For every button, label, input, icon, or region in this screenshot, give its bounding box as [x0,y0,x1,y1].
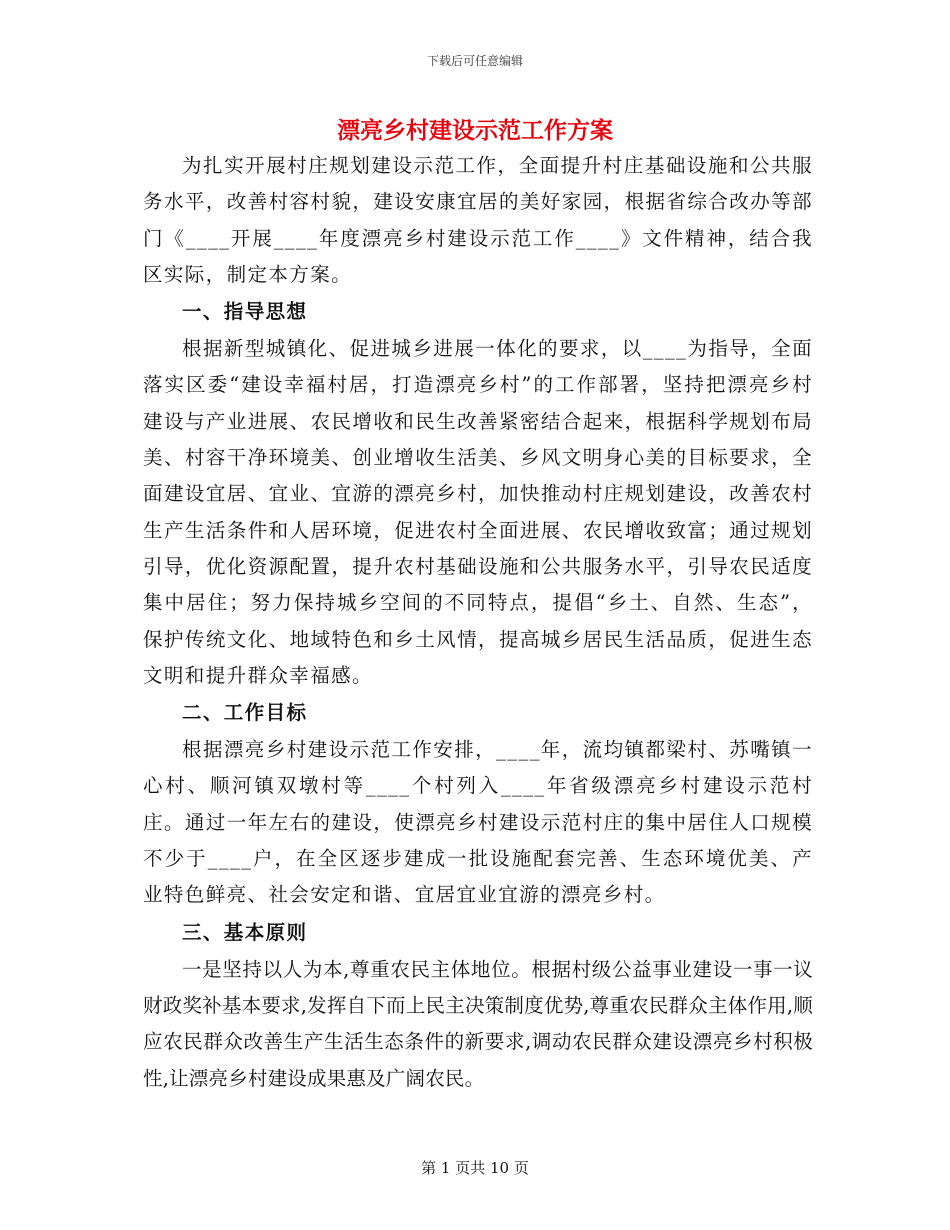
section-paragraph-guiding-ideology: 根据新型城镇化、促进城乡进展一体化的要求，以____为指导，全面落实区委“建设幸福村居，打造漂亮乡村”的工作部署，坚持把漂亮乡村建设与产业进展、农民增收和民生改善紧密结合起来，根据科学规划布局美、村容干净环境美、创业增收生活美、乡风文明身心美的目标要求，全面建设宜居、宜业、宜游的漂亮乡村，加快推动村庄规划建设，改善农村生产生活条件和人居环境，促进农村全面进展、农民增收致富；通过规划引导，优化资源配置，提升农村基础设施和公共服务水平，引导农民适度集中居住；努力保持城乡空间的不同特点，提倡“乡土、自然、生态”，保护传统文化、地域特色和乡土风情，提高城乡居民生活品质，促进生态文明和提升群众幸福感。 [143,337,813,687]
header-note: 下载后可任意编辑 [426,54,523,68]
page-number: 第 1 页共 10 页 [421,1159,529,1177]
section-heading-basic-principles: 三、基本原则 [182,920,308,944]
section-paragraph-basic-principles: 一是坚持以人为本,尊重农民主体地位。根据村级公益事业建设一事一议财政奖补基本要求,发挥自下而上民主决策制度优势,尊重农民群众主体作用,顺应农民群众改善生产生活生态条件的新要求,调动农民群众建设漂亮乡村积极性,让漂亮乡村建设成果惠及广阔农民。 [143,957,813,1090]
intro-paragraph: 为扎实开展村庄规划建设示范工作，全面提升村庄基础设施和公共服务水平，改善村容村貌，建设安康宜居的美好家园，根据省综合改办等部门《____开展____年度漂亮乡村建设示范工作____》文件精神，结合我区实际，制定本方案。 [143,154,813,286]
document-title: 漂亮乡村建设示范工作方案 [337,117,613,144]
section-paragraph-work-goals: 根据漂亮乡村建设示范工作安排，____年，流均镇都梁村、苏嘴镇一心村、顺河镇双墩村等____个村列入____年省级漂亮乡村建设示范村庄。通过一年左右的建设，使漂亮乡村建设示范村庄的集中居住人口规模不少于____户，在全区逐步建成一批设施配套完善、生态环境优美、产业特色鲜亮、社会安定和谐、宜居宜业宜游的漂亮乡村。 [143,738,813,907]
document-body [143,148,813,1097]
section-heading-guiding-ideology: 一、指导思想 [182,300,308,324]
section-heading-work-goals: 二、工作目标 [182,701,308,725]
